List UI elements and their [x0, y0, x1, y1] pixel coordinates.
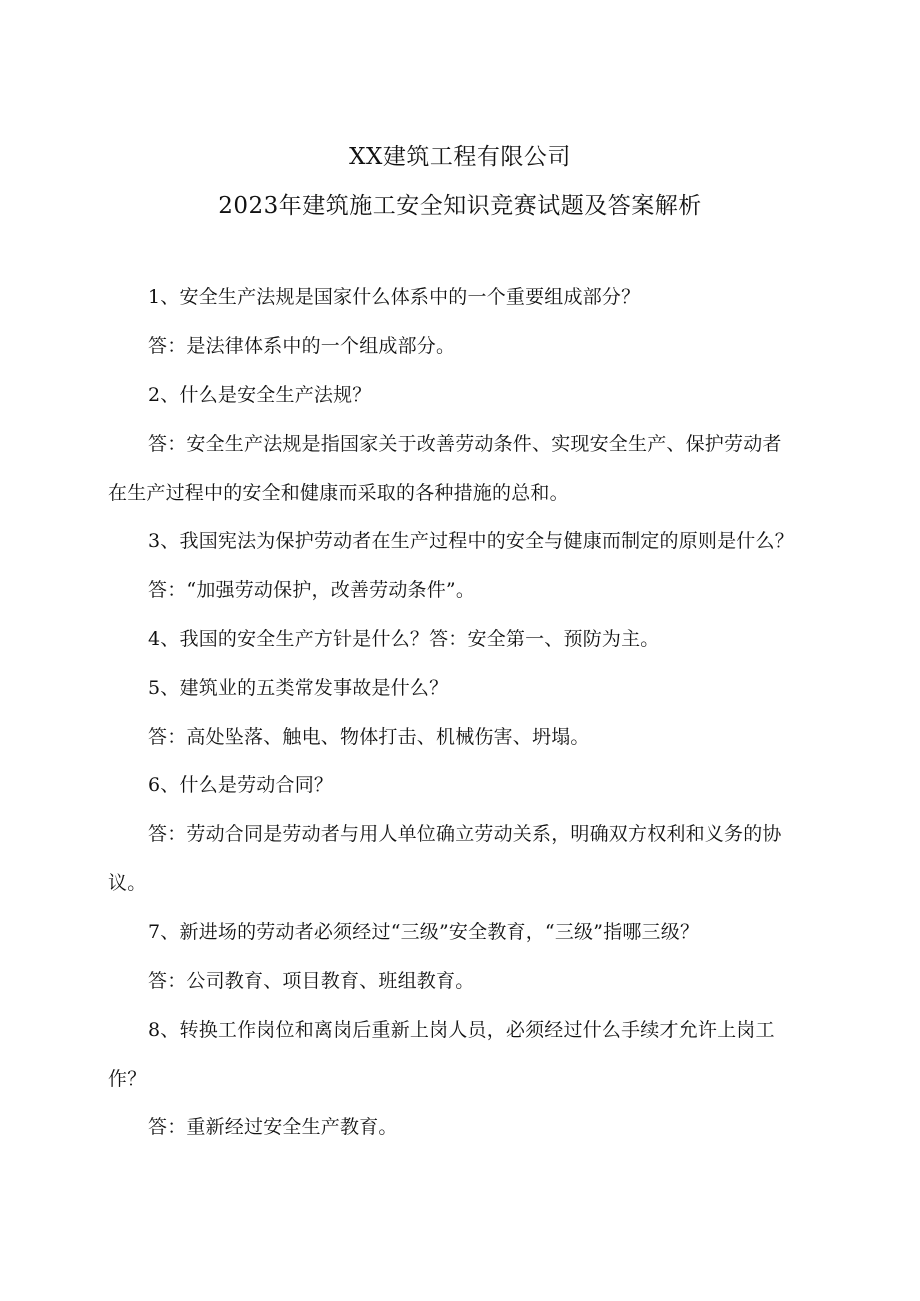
- answer-7: 答：公司教育、项目教育、班组教育。: [148, 970, 475, 992]
- answer-6-line-2: 议。: [108, 872, 147, 894]
- question-8-line-1: 8、转换工作岗位和离岗后重新上岗人员，必须经过什么手续才允许上岗工: [148, 1019, 775, 1041]
- answer-2-line-1: 答：安全生产法规是指国家关于改善劳动条件、实现安全生产、保护劳动者: [148, 433, 782, 455]
- answer-8: 答：重新经过安全生产教育。: [148, 1116, 398, 1138]
- question-2: 2、什么是安全生产法规？: [148, 384, 372, 406]
- document-subtitle: 2023年建筑施工安全知识竞赛试题及答案解析: [218, 193, 702, 219]
- question-7: 7、新进场的劳动者必须经过“三级”安全教育，“三级”指哪三级？: [148, 921, 700, 943]
- question-answer-4: 4、我国的安全生产方针是什么？答：安全第一、预防为主。: [148, 628, 660, 650]
- answer-3: 答：“加强劳动保护，改善劳动条件”。: [148, 579, 476, 601]
- answer-2-line-2: 在生产过程中的安全和健康而采取的各种措施的总和。: [108, 482, 569, 504]
- question-8-line-2: 作？: [108, 1068, 147, 1090]
- answer-5: 答：高处坠落、触电、物体打击、机械伤害、坍塌。: [148, 726, 590, 748]
- question-5: 5、建筑业的五类常发事故是什么？: [148, 677, 449, 699]
- question-3: 3、我国宪法为保护劳动者在生产过程中的安全与健康而制定的原则是什么？: [148, 530, 794, 552]
- question-6: 6、什么是劳动合同？: [148, 774, 334, 796]
- answer-1: 答：是法律体系中的一个组成部分。: [148, 335, 456, 357]
- document-title: XX建筑工程有限公司: [349, 144, 571, 170]
- question-1: 1、安全生产法规是国家什么体系中的一个重要组成部分？: [148, 286, 641, 308]
- answer-6-line-1: 答：劳动合同是劳动者与用人单位确立劳动关系，明确双方权利和义务的协: [148, 823, 782, 845]
